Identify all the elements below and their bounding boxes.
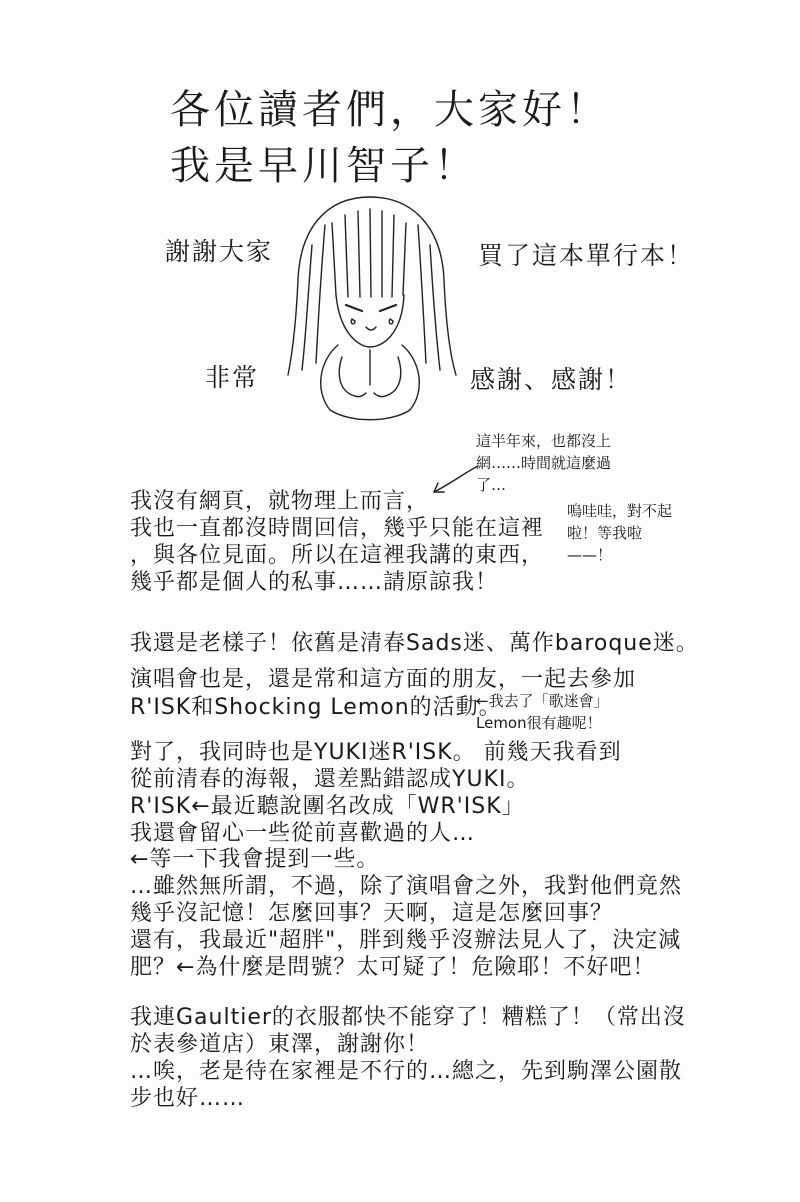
paragraph-2-line-6: R'ISK←最近聽說團名改成「WR'ISK」 [130, 794, 525, 819]
paragraph-3-line-3: …唉，老是待在家裡是不行的…總之，先到駒澤公園散 [130, 1059, 683, 1084]
paragraph-3-line-1: 我連Gaultier的衣服都快不能穿了！糟糕了！（常出沒 [130, 1005, 686, 1030]
thanks-right-top: 買了這本單行本！ [478, 241, 695, 270]
paragraph-2-line-7: 我還會留心一些從前喜歡過的人… [130, 821, 476, 846]
arrow-icon [428, 462, 482, 498]
thanks-right-bottom: 感謝、感謝！ [470, 365, 633, 394]
paragraph-3-line-2: 於表參道店）東澤，謝謝你！ [130, 1032, 430, 1057]
paragraph-2-line-4: 對了，我同時也是YUKI迷R'ISK。 前幾天我看到 [130, 740, 622, 765]
paragraph-2-line-8: ←等一下我會提到一些。 [130, 847, 380, 872]
paragraph-2-line-9: …雖然無所謂，不過，除了演唱會之外，我對他們竟然 [130, 874, 683, 899]
paragraph-2-line-3: R'ISK和Shocking Lemon的活動。 [130, 695, 502, 720]
paragraph-2-line-11: 還有，我最近"超胖"，胖到幾乎沒辦法見人了，決定減 [130, 928, 682, 953]
paragraph-2-line-10: 幾乎沒記憶！怎麼回事？天啊，這是怎麼回事？ [130, 901, 614, 926]
paragraph-2-line-1: 我還是老樣子！依舊是清春Sads迷、萬作baroque迷。 [130, 631, 699, 656]
heading-line-2: 我是早川智子！ [170, 143, 478, 189]
side-note-2: 嗚哇哇，對不起啦！等我啦——！ [567, 502, 673, 564]
paragraph-2-line-2: 演唱會也是，還是常和這方面的朋友，一起去參加 [130, 667, 637, 692]
paragraph-2-line-12: 肥？←為什麼是問號？太可疑了！危險耶！不好吧！ [130, 955, 656, 980]
paragraph-2-line-5: 從前清春的海報，還差點錯認成YUKI。 [130, 767, 530, 792]
side-note-1: 這半年來，也都沒上網……時間就這麼過了… [476, 432, 612, 494]
thanks-left-bottom: 非常 [205, 363, 260, 392]
thanks-left-top: 謝謝大家 [165, 237, 274, 266]
side-note-3: ←我去了「歌迷會」Lemon很有趣呢！ [476, 692, 609, 732]
paragraph-3-line-4: 步也好…… [130, 1086, 246, 1111]
paragraph-1-line-4: 幾乎都是個人的私事……請原諒我！ [130, 570, 499, 595]
heading-line-1: 各位讀者們，大家好！ [170, 87, 610, 133]
paragraph-1-line-2: 我也一直都沒時間回信，幾乎只能在這裡 [130, 516, 545, 541]
paragraph-1-line-3: ，與各位見面。所以在這裡我講的東西， [130, 543, 545, 568]
chibi-girl-illustration [270, 185, 470, 435]
paragraph-1-line-1: 我沒有網頁，就物理上而言， [130, 489, 430, 514]
